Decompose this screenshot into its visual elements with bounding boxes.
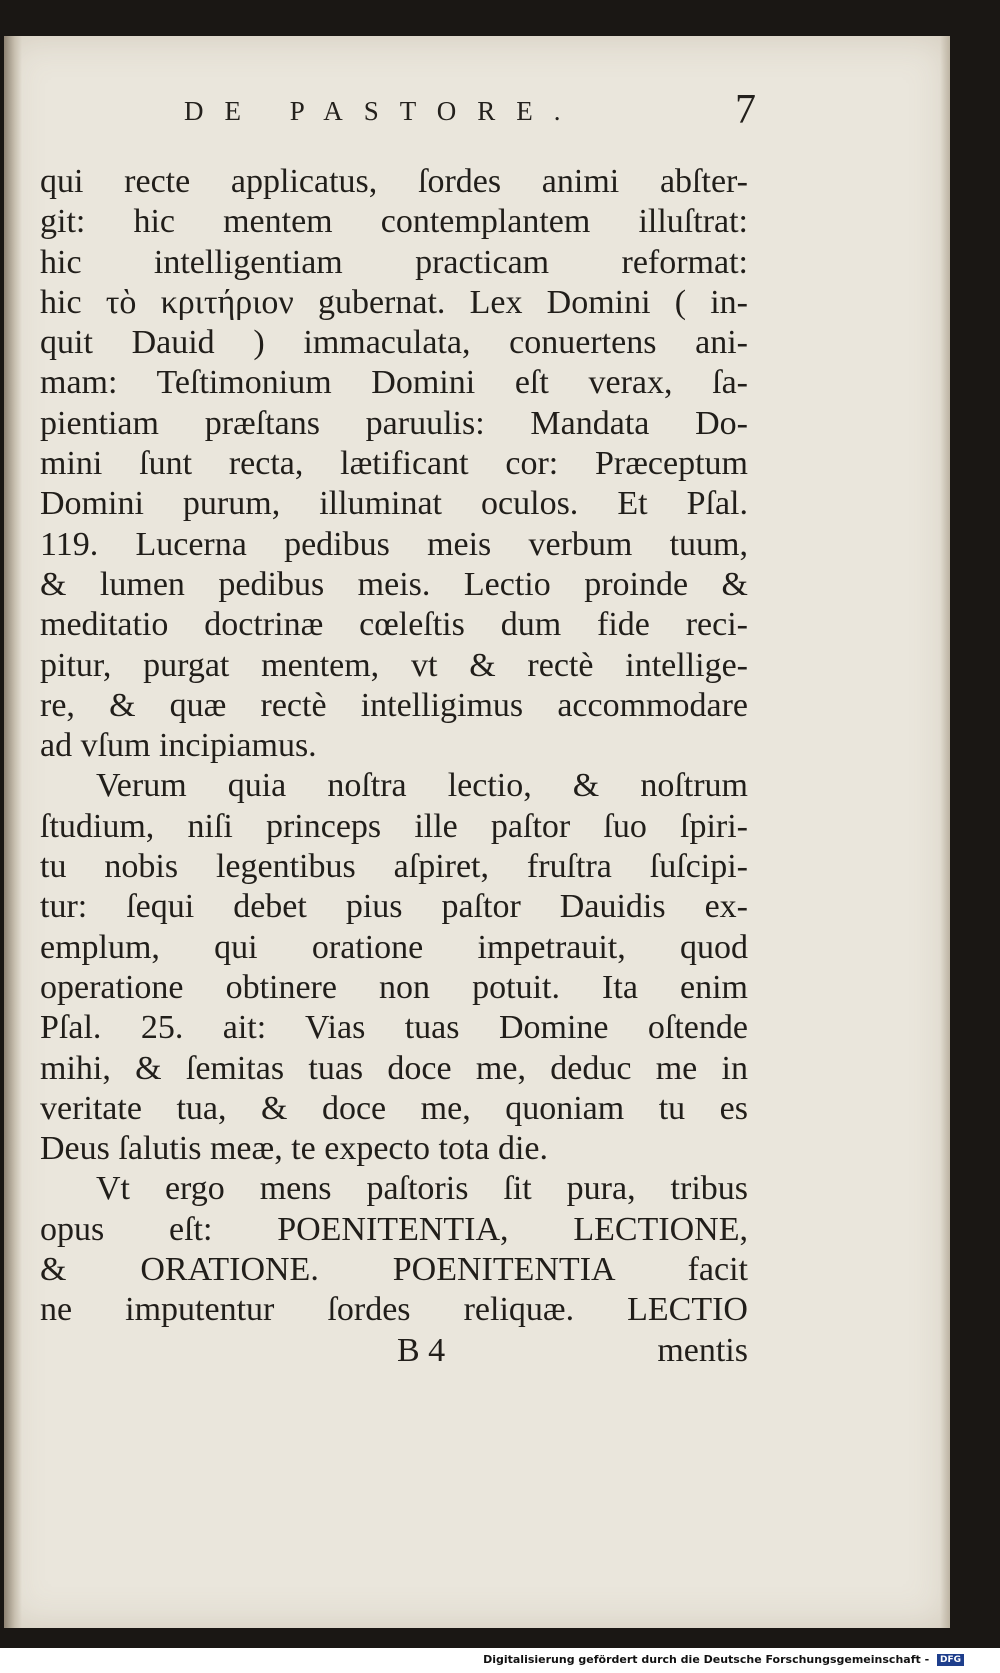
catchline <box>40 1331 748 1371</box>
catchword: mentis <box>657 1331 748 1369</box>
body-text <box>40 162 748 1371</box>
page-number: 7 <box>735 87 756 133</box>
page-gutter-shadow <box>4 36 22 1628</box>
text-line: opus eſt: POENITENTIA, LECTIONE, <box>40 1210 748 1248</box>
text-line: hic τὸ κριτήριον gubernat. Lex Domini ( in- <box>40 283 748 321</box>
text-line: 119. Lucerna pedibus meis verbum tuum, <box>40 525 748 563</box>
text-line: quit Dauid ) immaculata, conuertens ani- <box>40 324 748 362</box>
text-line: ne imputentur ſordes reliquæ. LECTIO <box>40 1291 748 1329</box>
page-edge-shadow <box>940 36 950 1628</box>
text-line: tur: ſequi debet pius paſtor Dauidis ex- <box>40 888 748 926</box>
text-line: Vt ergo mens paſtoris ſit pura, tribus <box>96 1170 748 1208</box>
text-line: qui recte applicatus, ſordes animi abſter- <box>40 163 748 200</box>
text-line: veritate tua, & doce me, quoniam tu es <box>40 1089 748 1127</box>
text-line: operatione obtinere non potuit. Ita enim <box>40 968 748 1006</box>
text-line: mini ſunt recta, lætificant cor: Præceptum <box>40 445 748 483</box>
book-page <box>4 36 950 1628</box>
text-line: meditatio doctrinæ cœleſtis dum fide reci- <box>40 606 748 644</box>
text-line: re, & quæ rectè intelligimus accommodare <box>40 686 748 724</box>
running-head <box>174 86 764 136</box>
text-line: Pſal. 25. ait: Vias tuas Domine oſtende <box>40 1009 748 1047</box>
text-line: mihi, & ſemitas tuas doce me, deduc me in <box>40 1049 748 1087</box>
text-line: git: hic mentem contemplantem illuſtrat: <box>40 203 748 241</box>
text-line: Deus ſalutis meæ, te expecto tota die. <box>40 1130 548 1168</box>
text-line: pientiam præſtans paruulis: Mandata Do- <box>40 404 748 442</box>
dfg-logo: DFG <box>937 1654 964 1666</box>
running-title: DE PASTORE. <box>184 96 582 126</box>
footer-credit: Digitalisierung gefördert durch die Deutsche Forschungsgemeinschaft - <box>483 1653 930 1666</box>
text-line: mam: Teſtimonium Domini eſt verax, ſa- <box>40 364 748 402</box>
text-line: pitur, purgat mentem, vt & rectè intellige- <box>40 646 748 684</box>
text-line: & lumen pedibus meis. Lectio proinde & <box>40 565 748 603</box>
text-line: & ORATIONE. POENITENTIA facit <box>40 1251 748 1289</box>
digitization-footer <box>0 1648 1000 1673</box>
text-line: Domini purum, illuminat oculos. Et Pſal. <box>40 485 748 523</box>
footer-credit-wrap <box>483 1653 964 1666</box>
text-line: ſtudium, niſi princeps ille paſtor ſuo ſpiri- <box>40 807 748 845</box>
text-line: hic intelligentiam practicam reformat: <box>40 243 748 281</box>
text-line: Verum quia noſtra lectio, & noſtrum <box>96 767 748 805</box>
text-line: tu nobis legentibus aſpiret, fruſtra ſuſcipi- <box>40 848 748 886</box>
text-line: emplum, qui oratione impetrauit, quod <box>40 928 748 966</box>
signature-mark: B 4 <box>397 1331 446 1369</box>
text-line: ad vſum incipiamus. <box>40 727 317 765</box>
